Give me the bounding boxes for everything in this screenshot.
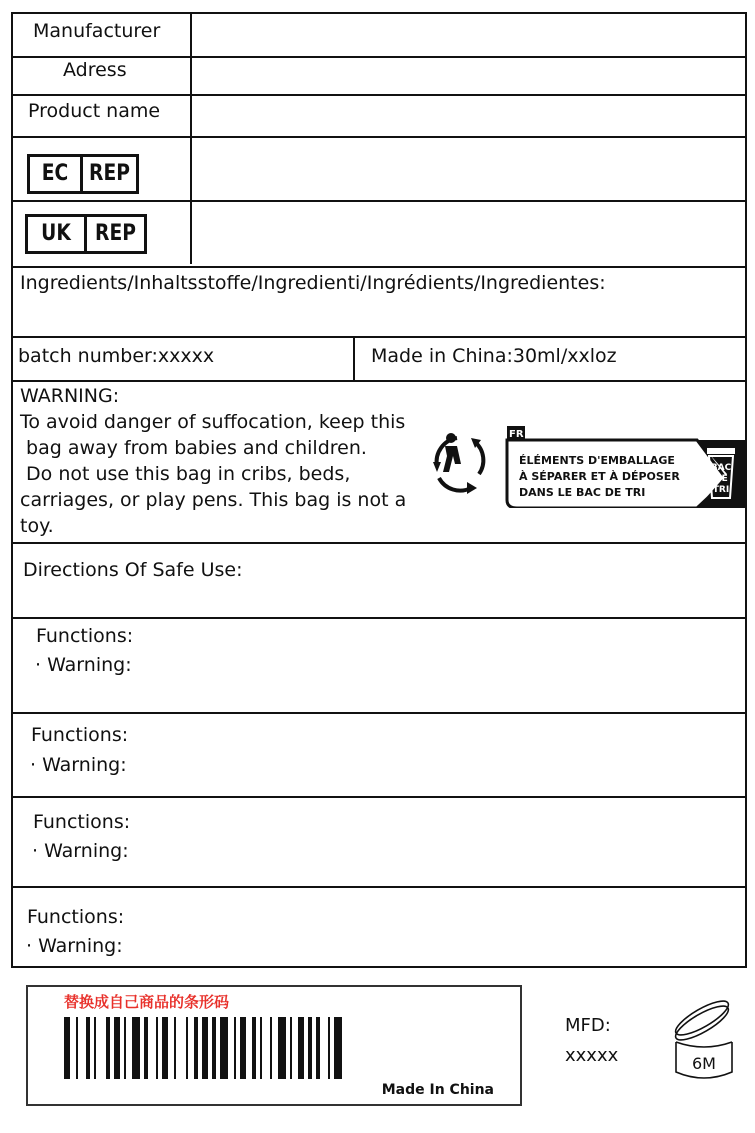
made-in-volume: Made in China:30ml/xxloz bbox=[371, 345, 617, 367]
mfd-value: xxxxx bbox=[565, 1045, 619, 1066]
barcode-caption: 替换成自己商品的条形码 bbox=[64, 993, 230, 1011]
divider bbox=[13, 94, 745, 96]
barcode-bar bbox=[278, 1017, 286, 1079]
triman-icon bbox=[427, 416, 749, 508]
column-divider bbox=[353, 336, 355, 380]
barcode-bar bbox=[144, 1017, 148, 1079]
barcode-bar bbox=[212, 1017, 216, 1079]
warning-line: carriages, or play pens. This bag is not a bbox=[20, 489, 407, 511]
open-jar-icon bbox=[668, 998, 740, 1084]
mfd-label: MFD: bbox=[565, 1015, 611, 1036]
barcode-bar bbox=[106, 1017, 110, 1079]
batch-number: batch number:xxxxx bbox=[18, 345, 215, 367]
functions-label: Functions: bbox=[36, 625, 134, 647]
triman-recycling-logo bbox=[427, 416, 749, 512]
address-label: Adress bbox=[63, 59, 127, 81]
barcode-bar bbox=[240, 1017, 246, 1079]
barcode-bar bbox=[328, 1017, 330, 1079]
barcode-bar bbox=[234, 1017, 236, 1079]
barcode-bar bbox=[94, 1017, 96, 1079]
barcode-bar bbox=[270, 1017, 272, 1079]
directions-label: Directions Of Safe Use: bbox=[23, 559, 243, 581]
barcode-bar bbox=[156, 1017, 158, 1079]
bin-text: BAC bbox=[710, 463, 732, 473]
warning-label: · Warning: bbox=[30, 754, 127, 776]
barcode-bar bbox=[252, 1017, 256, 1079]
triman-line: À SÉPARER ET À DÉPOSER bbox=[519, 470, 680, 483]
ec-rep-right: REP bbox=[89, 161, 130, 186]
product-name-label: Product name bbox=[28, 100, 161, 122]
pao-months: 6M bbox=[692, 1054, 716, 1073]
mark-separator bbox=[80, 157, 83, 191]
ingredients-label: Ingredients/Inhaltsstoffe/Ingredienti/Ingrédients/Ingredientes: bbox=[20, 272, 606, 294]
divider bbox=[13, 796, 745, 798]
bin-text: DE bbox=[714, 474, 728, 484]
divider bbox=[13, 266, 745, 268]
barcode-box bbox=[26, 985, 522, 1106]
triman-arrows bbox=[433, 433, 481, 494]
warning-line: bag away from babies and children. bbox=[20, 437, 367, 459]
mark-separator bbox=[84, 217, 87, 251]
warning-line: toy. bbox=[20, 515, 54, 537]
barcode-bar bbox=[202, 1017, 208, 1079]
warning-block bbox=[20, 383, 406, 539]
barcode-image bbox=[64, 1017, 504, 1079]
warning-label: · Warning: bbox=[26, 935, 123, 957]
functions-label: Functions: bbox=[31, 724, 129, 746]
barcode-bar bbox=[64, 1017, 70, 1079]
manufacturer-label: Manufacturer bbox=[33, 20, 161, 42]
column-divider bbox=[190, 14, 192, 264]
warning-label: · Warning: bbox=[35, 654, 132, 676]
ec-rep-mark bbox=[27, 154, 139, 194]
barcode-bar bbox=[114, 1017, 120, 1079]
triman-line: ÉLÉMENTS D'EMBALLAGE bbox=[519, 454, 675, 467]
barcode-bar bbox=[186, 1017, 188, 1079]
barcode-bar bbox=[260, 1017, 262, 1079]
barcode-bar bbox=[174, 1017, 176, 1079]
barcode-bar bbox=[76, 1017, 78, 1079]
uk-rep-mark bbox=[25, 214, 147, 254]
barcode-bar bbox=[194, 1017, 198, 1079]
ec-rep-left: EC bbox=[41, 161, 69, 186]
divider bbox=[13, 136, 745, 138]
divider bbox=[13, 200, 745, 202]
barcode-bar bbox=[124, 1017, 126, 1079]
barcode-bar bbox=[220, 1017, 228, 1079]
bin-lid bbox=[707, 448, 735, 454]
barcode-bar bbox=[132, 1017, 140, 1079]
barcode-bar bbox=[334, 1017, 342, 1079]
triman-line: DANS LE BAC DE TRI bbox=[519, 486, 646, 499]
warning-label: · Warning: bbox=[32, 840, 129, 862]
barcode-bar bbox=[308, 1017, 312, 1079]
barcode-bar bbox=[298, 1017, 304, 1079]
divider bbox=[13, 542, 745, 544]
divider bbox=[13, 886, 745, 888]
warning-line: Do not use this bag in cribs, beds, bbox=[20, 463, 351, 485]
warning-line: To avoid danger of suffocation, keep this bbox=[20, 411, 406, 433]
divider bbox=[13, 617, 745, 619]
product-label-form bbox=[11, 12, 747, 968]
barcode-bar bbox=[162, 1017, 168, 1079]
bin-text: TRI bbox=[712, 485, 730, 495]
divider bbox=[13, 712, 745, 714]
barcode-made-in: Made In China bbox=[381, 1082, 494, 1098]
divider bbox=[13, 336, 745, 338]
functions-label: Functions: bbox=[27, 906, 125, 928]
period-after-opening-icon bbox=[668, 998, 740, 1088]
uk-rep-right: REP bbox=[95, 221, 136, 246]
fr-tag-text: FR bbox=[509, 429, 524, 440]
functions-label: Functions: bbox=[33, 811, 131, 833]
uk-rep-left: UK bbox=[41, 221, 71, 246]
warning-title: WARNING: bbox=[20, 385, 120, 407]
barcode-bar bbox=[316, 1017, 320, 1079]
barcode-bar bbox=[290, 1017, 292, 1079]
divider bbox=[13, 380, 745, 382]
barcode-bar bbox=[86, 1017, 90, 1079]
